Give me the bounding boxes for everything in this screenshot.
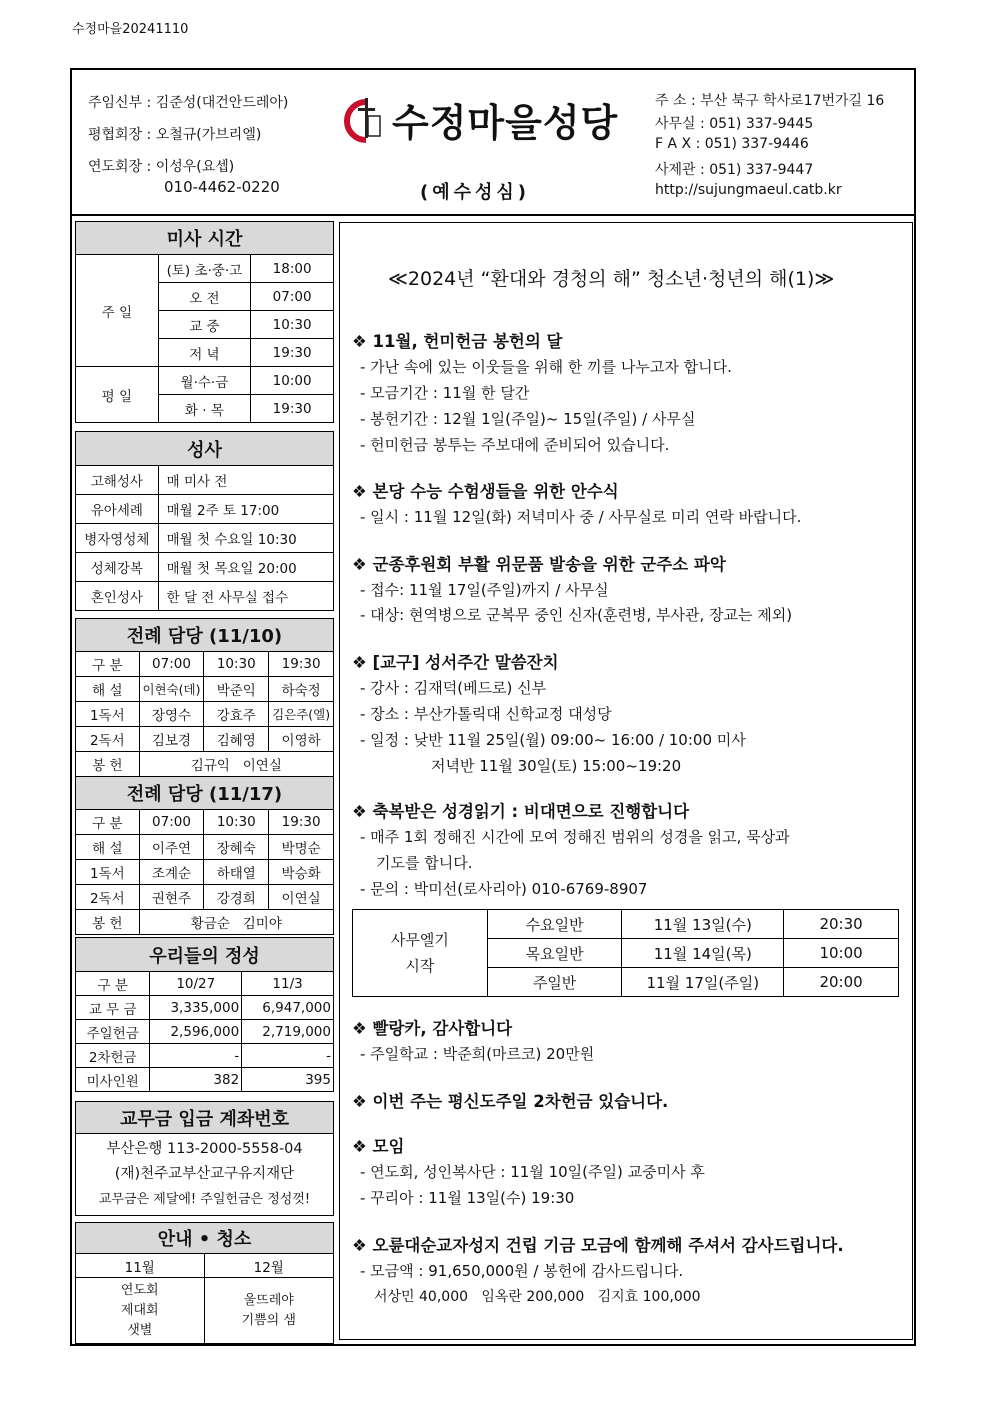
liturgy-title: 전례 담당 (11/17) [76, 777, 334, 810]
offerings-value: 2,596,000 [150, 1020, 242, 1044]
sacrament-name: 유아세례 [76, 495, 159, 524]
section-line: - 꾸리아 : 11월 13일(수) 19:30 [360, 1189, 575, 1207]
liturgy-table-1110 [75, 618, 334, 935]
offerings-value: - [150, 1044, 242, 1068]
offerings-label: 미사인원 [76, 1068, 150, 1092]
section-line: - 접수: 11월 17일(주일)까지 / 사무실 [360, 581, 609, 599]
rectory-phone: 사제관 : 051) 337-9447 [655, 162, 814, 178]
mass-time: 19:30 [251, 339, 334, 367]
account-note: 교무금은 제달에! 주일헌금은 정성껏! [98, 1192, 311, 1207]
section-heading: ❖ 오륜대순교자성지 건립 기금 모금에 함께해 주셔서 감사드립니다. [352, 1236, 844, 1255]
liturgy-cell: 김은주(엘) [269, 702, 334, 727]
cleaning-table [75, 1222, 334, 1344]
offerings-label: 주일헌금 [76, 1020, 150, 1044]
senior-label: 연도회장 : [88, 159, 156, 175]
offerings-label: 교 무 금 [76, 996, 150, 1020]
mass-time: 10:30 [251, 311, 334, 339]
sacrament-value: 매월 2주 토 17:00 [158, 495, 333, 524]
sacraments-title: 성사 [76, 432, 334, 466]
emmaus-date: 11월 17일(주일) [622, 968, 784, 997]
section-line: - 일정 : 낮반 11월 25일(월) 09:00~ 16:00 / 10:00 미사 [360, 731, 746, 749]
sacrament-value: 매 미사 전 [158, 466, 333, 495]
liturgy-title: 전례 담당 (11/10) [76, 619, 334, 652]
offerings-header: 구 분 [76, 972, 150, 996]
offerings-header: 10/27 [150, 972, 242, 996]
bullet-icon: ❖ [352, 802, 367, 821]
emmaus-date: 11월 14일(목) [622, 939, 784, 968]
cleaning-dec [204, 1278, 334, 1344]
liturgy-header: 구 분 [76, 810, 140, 835]
cleaning-month: 11월 [76, 1254, 205, 1278]
liturgy-header: 19:30 [269, 810, 334, 835]
church-logo-icon [344, 96, 388, 144]
cleaning-group: 샛별 [127, 1322, 153, 1338]
cleaning-group: 제대회 [120, 1302, 159, 1318]
mass-name: 교 중 [158, 311, 251, 339]
pastor-line [88, 92, 288, 112]
section-line: - 장소 : 부산가톨릭대 신학교정 대성당 [360, 705, 612, 723]
liturgy-header: 19:30 [269, 652, 334, 677]
cleaning-nov [76, 1278, 205, 1344]
mass-name: 월·수·금 [158, 367, 251, 395]
bullet-icon: ❖ [352, 1236, 367, 1255]
cleaning-group: 연도회 [120, 1282, 159, 1298]
sacraments-table [75, 431, 334, 611]
liturgy-cell: 이주연 [139, 835, 204, 860]
mass-name: (토) 초·중·고 [158, 255, 251, 283]
liturgy-cell: 김보경 [139, 727, 204, 752]
emmaus-class: 목요일반 [487, 939, 622, 968]
cleaning-month: 12월 [204, 1254, 334, 1278]
bullet-icon: ❖ [352, 1092, 367, 1111]
offerings-value: - [242, 1044, 334, 1068]
section-line: 저녁반 11월 30일(토) 15:00~19:20 [431, 757, 682, 775]
offerings-value: 382 [150, 1068, 242, 1092]
emmaus-schedule-table [352, 909, 899, 997]
section-line: - 매주 1회 정해진 시간에 모여 정해진 범위의 성경을 읽고, 묵상과 [360, 828, 790, 846]
emmaus-label-line: 시작 [405, 957, 435, 975]
liturgy-cell: 박준익 [204, 677, 269, 702]
bullet-icon: ❖ [352, 482, 367, 501]
section-line: - 가난 속에 있는 이웃들을 위해 한 끼를 나누고자 합니다. [360, 358, 732, 376]
section-heading: ❖ [교구] 성서주간 말씀잔치 [352, 653, 559, 672]
council-label: 평협회장 : [88, 127, 156, 143]
pastor-label: 주임신부 : [88, 95, 156, 111]
section-line: - 모금액 : 91,650,000원 / 봉헌에 감사드립니다. [360, 1262, 684, 1280]
liturgy-offering: 김규익 이연실 [139, 752, 333, 777]
cleaning-group: 기쁨의 샘 [241, 1312, 296, 1328]
section-line: - 일시 : 11월 12일(화) 저녁미사 중 / 사무실로 미리 연락 바랍니다. [360, 508, 802, 526]
bullet-icon: ❖ [352, 332, 367, 351]
sacrament-name: 고해성사 [76, 466, 159, 495]
liturgy-cell: 하숙정 [269, 677, 334, 702]
sacrament-value: 매월 첫 목요일 20:00 [158, 553, 333, 582]
liturgy-header: 07:00 [139, 652, 204, 677]
offerings-value: 2,719,000 [242, 1020, 334, 1044]
account-title: 교무금 입금 계좌번호 [76, 1102, 334, 1134]
senior-name: 이성우(요셉) [155, 159, 235, 175]
mass-time: 10:00 [251, 367, 334, 395]
section-line: - 연도회, 성인복사단 : 11월 10일(주일) 교중미사 후 [360, 1163, 705, 1181]
emmaus-label-line: 사무엘기 [390, 931, 449, 949]
offerings-header: 11/3 [242, 972, 334, 996]
fax-number: F A X : 051) 337-9446 [655, 136, 809, 152]
account-details [76, 1134, 334, 1216]
emmaus-class: 주일반 [487, 968, 622, 997]
emmaus-time: 20:00 [784, 968, 899, 997]
senior-line [88, 156, 234, 176]
main-title: ≪2024년 “환대와 경청의 해” 청소년·청년의 해(1)≫ [388, 268, 835, 290]
liturgy-cell: 박승화 [269, 860, 334, 885]
sacrament-name: 혼인성사 [76, 582, 159, 611]
liturgy-header: 구 분 [76, 652, 140, 677]
mass-time: 19:30 [251, 395, 334, 423]
section-line: - 강사 : 김재덕(베드로) 신부 [360, 679, 547, 697]
section-line: - 헌미헌금 봉투는 주보대에 준비되어 있습니다. [360, 436, 670, 454]
liturgy-cell: 권현주 [139, 885, 204, 910]
council-name: 오철규(가브리엘) [155, 127, 262, 143]
liturgy-cell: 강경희 [204, 885, 269, 910]
mass-times-title: 미사 시간 [76, 222, 334, 255]
bullet-icon: ❖ [352, 653, 367, 672]
liturgy-role: 2독서 [76, 727, 140, 752]
mass-name: 저 녁 [158, 339, 251, 367]
offerings-table [75, 937, 334, 1092]
liturgy-role: 봉 헌 [76, 910, 140, 935]
liturgy-header: 07:00 [139, 810, 204, 835]
section-line: - 대상: 현역병으로 군복무 중인 신자(훈련병, 부사관, 장교는 제외) [360, 606, 793, 624]
section-line: - 문의 : 박미선(로사리아) 010-6769-8907 [360, 880, 648, 898]
liturgy-cell: 박명순 [269, 835, 334, 860]
mass-name: 화 · 목 [158, 395, 251, 423]
emmaus-class: 수요일반 [487, 910, 622, 939]
liturgy-cell: 이영하 [269, 727, 334, 752]
sacrament-value: 매월 첫 수요일 10:30 [158, 524, 333, 553]
sacrament-value: 한 달 전 사무실 접수 [158, 582, 333, 611]
liturgy-cell: 강효주 [204, 702, 269, 727]
liturgy-role: 봉 헌 [76, 752, 140, 777]
offerings-value: 6,947,000 [242, 996, 334, 1020]
cleaning-title: 안내 • 청소 [76, 1223, 334, 1254]
account-bank: 부산은행 113-2000-5558-04 [106, 1141, 303, 1157]
section-line: 기도를 합니다. [376, 854, 473, 872]
header-divider [70, 214, 916, 216]
cleaning-group: 울뜨레야 [243, 1292, 294, 1308]
bullet-icon: ❖ [352, 555, 367, 574]
mass-name: 오 전 [158, 283, 251, 311]
offerings-label: 2차헌금 [76, 1044, 150, 1068]
council-line [88, 124, 261, 144]
liturgy-role: 1독서 [76, 702, 140, 727]
liturgy-cell: 김혜영 [204, 727, 269, 752]
emmaus-date: 11월 13일(수) [622, 910, 784, 939]
offerings-value: 395 [242, 1068, 334, 1092]
account-table [75, 1101, 334, 1216]
pastor-name: 김준성(대건안드레아) [155, 95, 289, 111]
document-code: 수정마을20241110 [72, 22, 189, 37]
section-heading: ❖ 이번 주는 평신도주일 2차헌금 있습니다. [352, 1092, 669, 1111]
weekday-label: 평 일 [76, 367, 159, 423]
liturgy-role: 해 설 [76, 677, 140, 702]
liturgy-role: 1독서 [76, 860, 140, 885]
bullet-icon: ❖ [352, 1019, 367, 1038]
donor-list: 서상민 40,000 임옥란 200,000 김지효 100,000 [374, 1289, 701, 1305]
liturgy-cell: 이연실 [269, 885, 334, 910]
liturgy-cell: 이현숙(데) [139, 677, 204, 702]
mass-time: 18:00 [251, 255, 334, 283]
account-holder: (재)천주교부산교구유지재단 [114, 1166, 295, 1182]
liturgy-header: 10:30 [204, 652, 269, 677]
sunday-label: 주 일 [76, 255, 159, 367]
address: 주 소 : 부산 북구 학사로17번가길 16 [655, 93, 885, 109]
section-heading: ❖ 빨랑카, 감사합니다 [352, 1019, 513, 1038]
liturgy-offering: 황금순 김미야 [139, 910, 333, 935]
section-line: - 모금기간 : 11월 한 달간 [360, 384, 530, 402]
mass-time: 07:00 [251, 283, 334, 311]
offerings-value: 3,335,000 [150, 996, 242, 1020]
liturgy-cell: 장혜숙 [204, 835, 269, 860]
section-heading: ❖ 축복받은 성경읽기 : 비대면으로 진행합니다 [352, 802, 690, 821]
office-phone: 사무실 : 051) 337-9445 [655, 116, 814, 132]
mass-times-table [75, 221, 334, 423]
website-url[interactable]: http://sujungmaeul.catb.kr [655, 182, 842, 198]
liturgy-role: 해 설 [76, 835, 140, 860]
section-line: - 주일학교 : 박준희(마르코) 20만원 [360, 1045, 595, 1063]
section-line: - 봉헌기간 : 12월 1일(주일)~ 15일(주일) / 사무실 [360, 410, 696, 428]
emmaus-time: 20:30 [784, 910, 899, 939]
liturgy-role: 2독서 [76, 885, 140, 910]
bullet-icon: ❖ [352, 1137, 367, 1156]
senior-phone: 010-4462-0220 [164, 178, 280, 196]
liturgy-cell: 하태열 [204, 860, 269, 885]
offerings-title: 우리들의 정성 [76, 938, 334, 972]
sacrament-name: 성체강복 [76, 553, 159, 582]
church-subtitle: (예수성심) [420, 182, 531, 203]
sacrament-name: 병자영성체 [76, 524, 159, 553]
liturgy-cell: 조계순 [139, 860, 204, 885]
section-heading: ❖ 군종후원회 부활 위문품 발송을 위한 군주소 파악 [352, 555, 726, 574]
church-name: 수정마을성당 [392, 101, 619, 145]
section-heading: ❖ 11월, 헌미헌금 봉헌의 달 [352, 332, 563, 351]
emmaus-label [353, 910, 488, 997]
liturgy-header: 10:30 [204, 810, 269, 835]
liturgy-cell: 장영수 [139, 702, 204, 727]
section-heading: ❖ 본당 수능 수험생들을 위한 안수식 [352, 482, 619, 501]
section-heading: ❖ 모임 [352, 1137, 405, 1156]
emmaus-time: 10:00 [784, 939, 899, 968]
